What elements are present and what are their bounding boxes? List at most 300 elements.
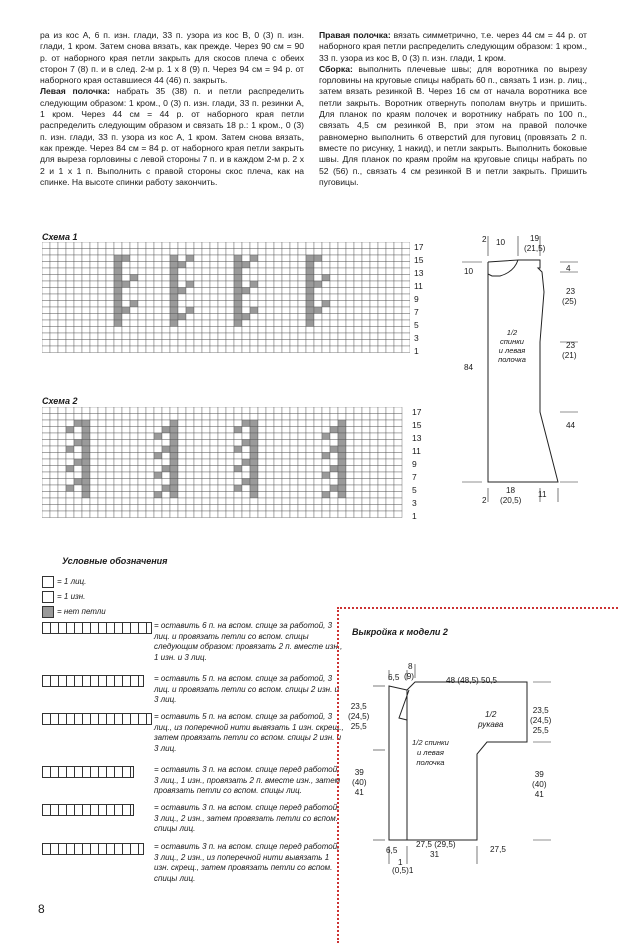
- grid-cell: [178, 472, 186, 479]
- grid-cell: [386, 472, 394, 479]
- grid-cell: [346, 433, 354, 440]
- grid-cell: [218, 242, 226, 249]
- pattern-1-right-23b: 23: [566, 341, 576, 350]
- grid-cell: [146, 275, 154, 282]
- grid-cell: [354, 327, 362, 334]
- grid-cell: [362, 446, 370, 453]
- grid-cell: [354, 479, 362, 486]
- grid-cell: [42, 420, 50, 427]
- grid-cell: [170, 346, 178, 353]
- grid-cell: [178, 346, 186, 353]
- grid-cell: [218, 479, 226, 486]
- grid-cell: [98, 255, 106, 262]
- grid-cell: [314, 407, 322, 414]
- grid-cell: [50, 333, 58, 340]
- grid-cell: [226, 479, 234, 486]
- grid-cell: [202, 294, 210, 301]
- grid-cell: [146, 333, 154, 340]
- grid-cell: [274, 420, 282, 427]
- grid-cell: [114, 340, 122, 347]
- grid-cell: [194, 327, 202, 334]
- grid-cell: [370, 333, 378, 340]
- grid-cell: [386, 340, 394, 347]
- grid-cell: [90, 459, 98, 466]
- grid-cell: [274, 505, 282, 512]
- grid-cell: [66, 485, 74, 492]
- grid-cell: [394, 249, 402, 256]
- grid-cell: [386, 466, 394, 473]
- pattern-2-left-line-5: (40): [352, 778, 367, 787]
- grid-cell: [282, 440, 290, 447]
- grid-cell: [154, 242, 162, 249]
- grid-cell: [82, 320, 90, 327]
- grid-cell: [354, 472, 362, 479]
- grid-cell: [378, 466, 386, 473]
- grid-cell: [282, 301, 290, 308]
- grid-cell: [386, 249, 394, 256]
- grid-cell: [362, 466, 370, 473]
- grid-cell: [106, 459, 114, 466]
- grid-cell: [98, 479, 106, 486]
- grid-cell: [258, 459, 266, 466]
- grid-cell: [386, 440, 394, 447]
- grid-cell: [258, 242, 266, 249]
- grid-cell: [250, 340, 258, 347]
- grid-cell: [130, 249, 138, 256]
- grid-cell: [330, 320, 338, 327]
- pattern-2-left-line-6: 41: [354, 788, 364, 797]
- grid-cell: [66, 446, 74, 453]
- grid-cell: [354, 301, 362, 308]
- grid-cell: [298, 262, 306, 269]
- grid-cell: [130, 459, 138, 466]
- grid-cell: [394, 492, 402, 499]
- grid-cell: [122, 314, 130, 321]
- grid-cell: [346, 485, 354, 492]
- grid-cell: [74, 446, 82, 453]
- grid-cell: [306, 320, 314, 327]
- grid-cell: [162, 262, 170, 269]
- pattern-2-left-line-2: (24,5): [348, 712, 370, 721]
- grid-cell: [66, 479, 74, 486]
- grid-cell: [298, 492, 306, 499]
- grid-cell: [378, 281, 386, 288]
- grid-cell: [42, 294, 50, 301]
- grid-cell: [106, 440, 114, 447]
- grid-cell: [106, 427, 114, 434]
- pattern-1-right-4: 4: [566, 264, 571, 273]
- grid-cell: [130, 288, 138, 295]
- grid-cell: [274, 407, 282, 414]
- pattern-1-right-23a: 23: [566, 287, 576, 296]
- grid-cell: [314, 466, 322, 473]
- grid-cell: [378, 255, 386, 262]
- grid-cell: [226, 420, 234, 427]
- grid-cell: [306, 492, 314, 499]
- grid-cell: [242, 472, 250, 479]
- grid-cell: [106, 275, 114, 282]
- grid-cell: [282, 262, 290, 269]
- grid-cell: [314, 320, 322, 327]
- grid-cell: [90, 314, 98, 321]
- grid-cell: [234, 333, 242, 340]
- grid-cell: [402, 288, 410, 295]
- grid-cell: [314, 498, 322, 505]
- grid-cell: [386, 268, 394, 275]
- grid-cell: [378, 407, 386, 414]
- grid-cell: [282, 414, 290, 421]
- grid-cell: [90, 466, 98, 473]
- legend-item-3-text: = нет петли: [57, 607, 106, 617]
- grid-cell: [90, 492, 98, 499]
- grid-cell: [402, 275, 410, 282]
- grid-cell: [106, 492, 114, 499]
- grid-cell: [130, 301, 138, 308]
- grid-cell: [74, 433, 82, 440]
- grid-cell: [170, 340, 178, 347]
- grid-cell: [314, 249, 322, 256]
- grid-cell: [282, 479, 290, 486]
- grid-cell: [218, 453, 226, 460]
- grid-cell: [338, 453, 346, 460]
- grid-cell: [226, 301, 234, 308]
- grid-cell: [330, 242, 338, 249]
- grid-cell: [266, 420, 274, 427]
- grid-cell: [314, 420, 322, 427]
- grid-cell: [322, 346, 330, 353]
- grid-cell: [114, 327, 122, 334]
- grid-cell: [314, 427, 322, 434]
- grid-cell: [266, 492, 274, 499]
- grid-cell: [82, 492, 90, 499]
- grid-cell: [402, 255, 410, 262]
- grid-cell: [98, 288, 106, 295]
- grid-cell: [282, 485, 290, 492]
- grid-cell: [138, 505, 146, 512]
- pattern-2-left-line-1: 23,5: [350, 702, 367, 711]
- grid-cell: [242, 281, 250, 288]
- grid-cell: [194, 255, 202, 262]
- grid-cell: [234, 427, 242, 434]
- grid-cell: [330, 255, 338, 262]
- grid-cell: [298, 407, 306, 414]
- grid-cell: [306, 427, 314, 434]
- grid-cell: [106, 333, 114, 340]
- grid-cell: [170, 327, 178, 334]
- grid-cell: [202, 505, 210, 512]
- grid-cell: [66, 492, 74, 499]
- grid-cell: [186, 485, 194, 492]
- legend-item-7: [42, 766, 342, 800]
- grid-cell: [162, 307, 170, 314]
- grid-cell: [154, 333, 162, 340]
- grid-cell: [42, 505, 50, 512]
- grid-cell: [178, 262, 186, 269]
- grid-cell: [90, 275, 98, 282]
- grid-cell: [322, 307, 330, 314]
- grid-cell: [394, 242, 402, 249]
- grid-cell: [162, 320, 170, 327]
- grid-cell: [250, 453, 258, 460]
- grid-cell: [106, 281, 114, 288]
- grid-cell: [218, 314, 226, 321]
- grid-cell: [338, 472, 346, 479]
- grid-cell: [282, 327, 290, 334]
- grid-cell: [282, 446, 290, 453]
- grid-cell: [370, 407, 378, 414]
- pattern-2-body: [412, 738, 449, 768]
- grid-cell: [250, 281, 258, 288]
- grid-cell: [114, 262, 122, 269]
- grid-cell: [306, 511, 314, 518]
- pattern-1-left-84: 84: [464, 363, 474, 372]
- grid-cell: [210, 242, 218, 249]
- grid-cell: [122, 407, 130, 414]
- grid-cell: [370, 255, 378, 262]
- grid-cell: [234, 301, 242, 308]
- grid-cell: [138, 407, 146, 414]
- row-number: 1: [414, 346, 419, 356]
- grid-cell: [226, 505, 234, 512]
- grid-cell: [386, 262, 394, 269]
- grid-cell: [290, 472, 298, 479]
- grid-cell: [122, 275, 130, 282]
- grid-cell: [218, 294, 226, 301]
- grid-cell: [106, 262, 114, 269]
- grid-cell: [234, 440, 242, 447]
- grid-cell: [98, 485, 106, 492]
- grid-cell: [58, 427, 66, 434]
- grid-cell: [306, 327, 314, 334]
- grid-cell: [290, 327, 298, 334]
- grid-cell: [178, 505, 186, 512]
- grid-cell: [402, 307, 410, 314]
- grid-cell: [122, 453, 130, 460]
- grid-cell: [58, 433, 66, 440]
- grid-cell: [114, 427, 122, 434]
- grid-cell: [322, 453, 330, 460]
- grid-cell: [138, 414, 146, 421]
- grid-cell: [266, 407, 274, 414]
- grid-cell: [274, 446, 282, 453]
- purl-swatch: [42, 591, 54, 603]
- grid-cell: [74, 472, 82, 479]
- grid-cell: [306, 433, 314, 440]
- grid-cell: [66, 275, 74, 282]
- grid-cell: [298, 459, 306, 466]
- grid-cell: [74, 262, 82, 269]
- grid-cell: [98, 433, 106, 440]
- grid-cell: [218, 346, 226, 353]
- grid-cell: [66, 327, 74, 334]
- grid-cell: [242, 485, 250, 492]
- grid-cell: [210, 294, 218, 301]
- grid-cell: [98, 427, 106, 434]
- grid-cell: [178, 333, 186, 340]
- grid-cell: [194, 288, 202, 295]
- grid-cell: [74, 427, 82, 434]
- grid-cell: [354, 346, 362, 353]
- grid-cell: [290, 340, 298, 347]
- grid-cell: [202, 268, 210, 275]
- grid-cell: [298, 505, 306, 512]
- grid-cell: [274, 453, 282, 460]
- grid-cell: [314, 327, 322, 334]
- grid-cell: [338, 446, 346, 453]
- grid-cell: [370, 320, 378, 327]
- row-number: 15: [412, 420, 422, 430]
- grid-cell: [402, 268, 410, 275]
- grid-cell: [330, 492, 338, 499]
- grid-cell: [250, 307, 258, 314]
- grid-cell: [274, 288, 282, 295]
- pattern-2-top-48: 48 (48,5) 50,5: [446, 676, 497, 685]
- grid-cell: [42, 440, 50, 447]
- pattern-1-center-line-2: спинки: [500, 337, 524, 346]
- grid-cell: [370, 314, 378, 321]
- grid-cell: [82, 333, 90, 340]
- grid-cell: [154, 340, 162, 347]
- grid-cell: [90, 249, 98, 256]
- grid-cell: [154, 427, 162, 434]
- grid-cell: [162, 288, 170, 295]
- grid-cell: [90, 407, 98, 414]
- grid-cell: [50, 268, 58, 275]
- grid-cell: [162, 453, 170, 460]
- grid-cell: [162, 446, 170, 453]
- grid-cell: [290, 466, 298, 473]
- grid-cell: [74, 281, 82, 288]
- grid-cell: [306, 242, 314, 249]
- grid-cell: [170, 268, 178, 275]
- grid-cell: [138, 301, 146, 308]
- grid-cell: [66, 314, 74, 321]
- grid-cell: [338, 294, 346, 301]
- grid-cell: [298, 268, 306, 275]
- grid-cell: [242, 255, 250, 262]
- grid-cell: [362, 294, 370, 301]
- grid-cell: [298, 242, 306, 249]
- grid-cell: [90, 433, 98, 440]
- grid-cell: [258, 479, 266, 486]
- grid-cell: [130, 427, 138, 434]
- grid-cell: [314, 307, 322, 314]
- grid-cell: [306, 340, 314, 347]
- grid-cell: [290, 492, 298, 499]
- grid-cell: [322, 472, 330, 479]
- grid-cell: [50, 407, 58, 414]
- grid-cell: [114, 307, 122, 314]
- grid-cell: [298, 294, 306, 301]
- row-number: 11: [414, 281, 423, 291]
- row-number: 9: [414, 294, 419, 304]
- grid-cell: [106, 294, 114, 301]
- grid-cell: [122, 440, 130, 447]
- grid-cell: [50, 466, 58, 473]
- grid-cell: [114, 294, 122, 301]
- grid-cell: [298, 446, 306, 453]
- grid-cell: [242, 498, 250, 505]
- grid-cell: [74, 459, 82, 466]
- grid-cell: [66, 262, 74, 269]
- grid-cell: [250, 327, 258, 334]
- grid-cell: [58, 320, 66, 327]
- grid-cell: [266, 262, 274, 269]
- grid-cell: [394, 255, 402, 262]
- pattern-2-top-6-5: 6,5: [388, 673, 400, 682]
- grid-cell: [274, 440, 282, 447]
- grid-cell: [386, 446, 394, 453]
- grid-cell: [106, 407, 114, 414]
- grid-cell: [42, 446, 50, 453]
- grid-cell: [146, 485, 154, 492]
- grid-cell: [378, 275, 386, 282]
- grid-cell: [354, 485, 362, 492]
- grid-cell: [274, 327, 282, 334]
- grid-cell: [378, 307, 386, 314]
- grid-cell: [154, 479, 162, 486]
- grid-cell: [394, 446, 402, 453]
- grid-cell: [58, 453, 66, 460]
- grid-cell: [50, 498, 58, 505]
- grid-cell: [218, 459, 226, 466]
- grid-cell: [186, 320, 194, 327]
- grid-cell: [354, 255, 362, 262]
- grid-cell: [194, 511, 202, 518]
- grid-cell: [98, 498, 106, 505]
- grid-cell: [106, 479, 114, 486]
- grid-cell: [394, 433, 402, 440]
- grid-cell: [162, 268, 170, 275]
- grid-cell: [370, 242, 378, 249]
- grid-cell: [266, 255, 274, 262]
- grid-cell: [58, 420, 66, 427]
- grid-cell: [330, 346, 338, 353]
- grid-cell: [290, 262, 298, 269]
- grid-cell: [378, 459, 386, 466]
- grid-cell: [218, 498, 226, 505]
- grid-cell: [226, 294, 234, 301]
- pattern-1-right-25: (25): [562, 297, 577, 306]
- grid-cell: [146, 249, 154, 256]
- grid-cell: [42, 301, 50, 308]
- grid-cell: [202, 492, 210, 499]
- grid-cell: [250, 459, 258, 466]
- grid-cell: [170, 427, 178, 434]
- grid-cell: [194, 492, 202, 499]
- grid-cell: [330, 459, 338, 466]
- grid-cell: [74, 314, 82, 321]
- grid-cell: [322, 327, 330, 334]
- grid-cell: [338, 327, 346, 334]
- grid-cell: [234, 498, 242, 505]
- grid-cell: [330, 301, 338, 308]
- grid-cell: [218, 427, 226, 434]
- grid-cell: [354, 427, 362, 434]
- grid-cell: [314, 301, 322, 308]
- grid-cell: [250, 472, 258, 479]
- grid-cell: [274, 320, 282, 327]
- grid-cell: [98, 275, 106, 282]
- grid-cell: [210, 340, 218, 347]
- grid-cell: [306, 307, 314, 314]
- grid-cell: [130, 294, 138, 301]
- grid-cell: [66, 407, 74, 414]
- schema-1-grid: [42, 242, 410, 354]
- grid-cell: [130, 281, 138, 288]
- grid-cell: [234, 407, 242, 414]
- grid-cell: [274, 346, 282, 353]
